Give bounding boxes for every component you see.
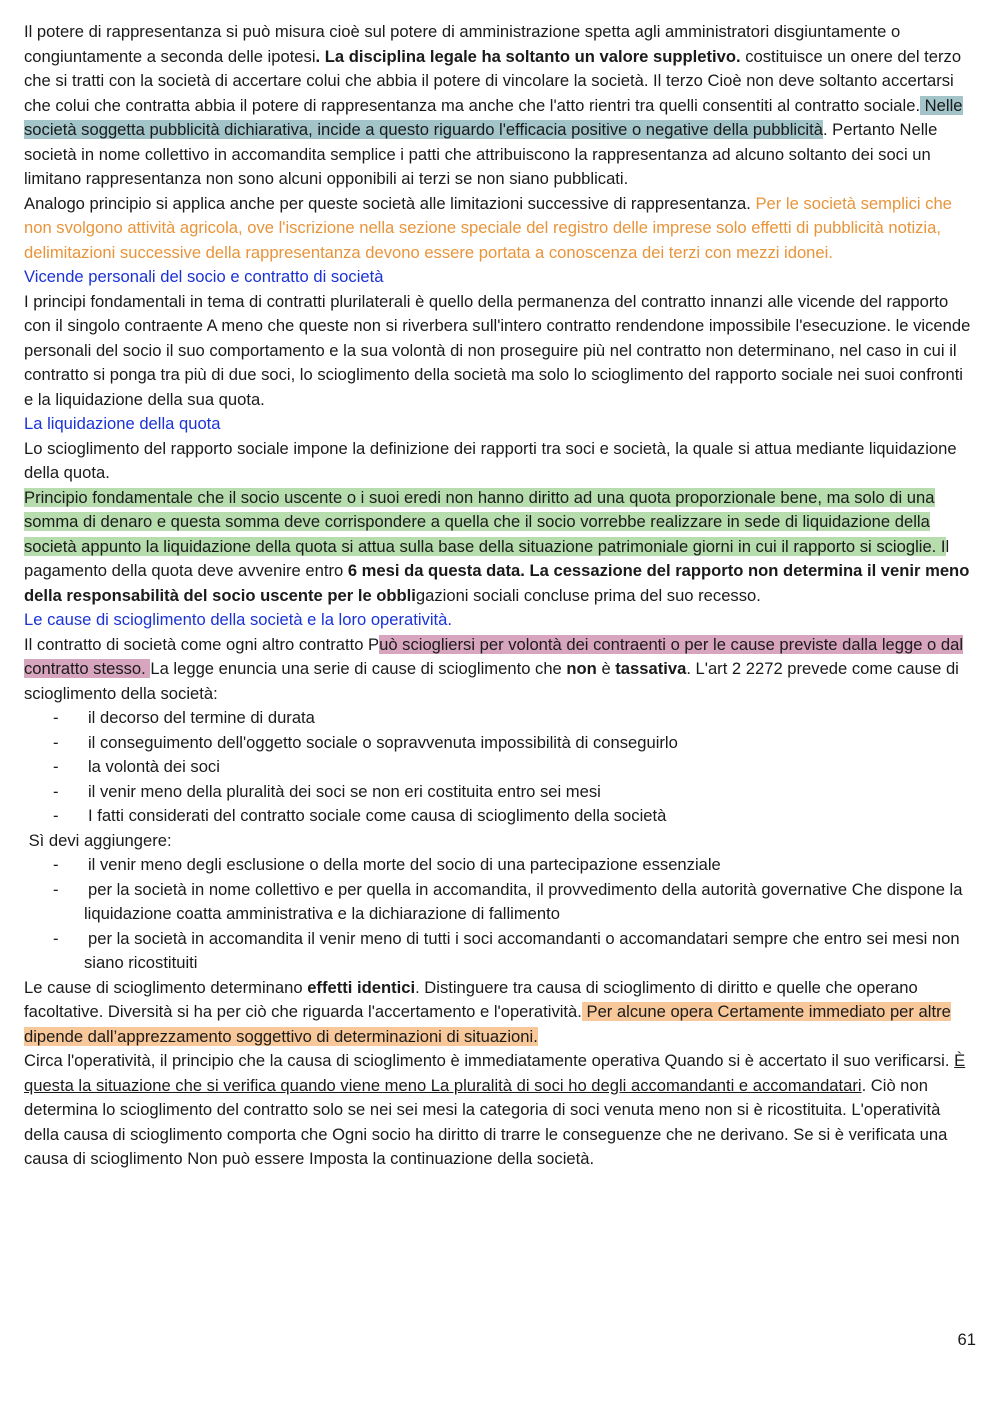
text-span: gazioni sociali concluse prima del suo recesso. (415, 585, 761, 605)
text-span: Il contratto di società come ogni altro contratto P (24, 634, 380, 654)
paragraph-rappresentanza (24, 20, 976, 192)
paragraph-operativita (24, 1049, 976, 1172)
dash-bullet: - (53, 757, 59, 776)
section-heading-liquidazione: La liquidazione della quota (24, 414, 221, 433)
list-item (24, 927, 976, 976)
paragraph-effetti-identici (24, 976, 976, 1050)
list-item (24, 853, 976, 878)
list-item (24, 780, 976, 805)
text-span: Il potere di rappresentanza si può misura cioè sul potere di amministrazione spetta agli amministratori disgiuntamente o congiuntamente a seconda delle ipotesi (24, 22, 901, 66)
highlight-peach: Per alcune opera Certamente immediato per altre dipende dall’apprezzamento soggettivo di determinazioni di situazioni. (24, 1002, 951, 1046)
list-item-text: il conseguimento dell'oggetto sociale o sopravvenuta impossibilità di conseguirlo (88, 732, 678, 752)
text-span: è (596, 659, 616, 678)
page-number: 61 (957, 1330, 976, 1349)
text-span: . Pertanto Nelle società in nome collettivo in accomandita semplice i patti che attribuiscono la rappresentanza ad alcuno soltanto dei soci un limitano rappresentanza non sono alcuni opponibili ai terzi se non siano pubblicati. (24, 120, 938, 188)
text-span: Analogo principio si applica anche per queste società alle limitazioni successive di rappresentanza. (24, 193, 756, 213)
text-span: Le cause di scioglimento determinano (24, 977, 308, 997)
paragraph-analogo-principio (24, 192, 976, 266)
text-span: l pagamento della quota deve avvenire entro (24, 536, 950, 580)
text-span: . L'art 2 2272 prevede come cause di scioglimento della società: (24, 659, 959, 703)
bold-text: 6 mesi da questa data. La cessazione del rapporto non determina il venir meno della responsabilità del socio uscente per le obbli (24, 561, 970, 605)
list-item-text: per la società in nome collettivo e per quella in accomandita, il provvedimento della autorità governative Che dispone la liquidazione coatta amministrativa e la dichiarazione di fallimento (84, 879, 963, 923)
dash-bullet: - (53, 732, 59, 752)
text-span: Circa l'operatività, il principio che la causa di scioglimento è immediatamente operativa Quando si è accertato il suo verificarsi. (24, 1051, 955, 1070)
paragraph-principio-fondamentale (24, 486, 976, 609)
paragraph-scioglimento-rapporto: Lo scioglimento del rapporto sociale impone la definizione dei rapporti tra soci e società, la quale si attua mediante liquidazione della quota. (24, 438, 957, 482)
underlined-text: È questa la situazione che si verifica quando viene meno La pluralità di soci ho degli accomandanti e accomandatari (24, 1051, 966, 1095)
list-item-text: la volontà dei soci (88, 757, 220, 776)
additional-cause-list (24, 853, 976, 976)
text-span: costituisce un onere del terzo che si tratti con la società di accertare colui che abbia il potere di vincolare la società. Il terzo Cioè non deve soltanto accertarsi che colui che contratta abbia il potere di rappresentanza ma anche che l'atto rientri tra quelli consentiti al contratto sociale. (24, 46, 962, 115)
section-heading-vicende: Vicende personali del socio e contratto di società (24, 267, 384, 286)
list-item (24, 706, 976, 731)
dash-bullet: - (53, 855, 59, 874)
bold-text: non (566, 659, 597, 678)
section-heading-cause-scioglimento: Le cause di scioglimento della società e la loro operatività. (24, 610, 452, 629)
paragraph-si-devi-aggiungere: Sì devi aggiungere: (24, 830, 172, 850)
paragraph-principi-fondamentali: I principi fondamentali in tema di contratti plurilaterali è quello della permanenza del contratto innanzi alle vicende del rapporto con il singolo contraente A meno che queste non si riverbera sull'intero contratto rendendone impossibile l'esecuzione. le vicende personali del socio il suo comportamento e la sua volontà di non proseguire più nel contratto non determinano, nel caso in cui il contratto si ponga tra più di due soci, lo scioglimento della società ma solo lo scioglimento del rapporto sociale nei suoi confronti e la liquidazione della sua quota. (24, 291, 971, 409)
dash-bullet: - (53, 879, 59, 899)
list-item (24, 878, 976, 927)
list-item-text: I fatti considerati del contratto sociale come causa di scioglimento della società (88, 806, 667, 825)
document-page (24, 20, 976, 1172)
highlight-pink: uò sciogliersi per volontà dei contraenti o per le cause previste dalla legge o dal contratto stesso. (24, 634, 964, 678)
list-item-text: per la società in accomandita il venir meno di tutti i soci accomandanti o accomandatari sempre che entro sei mesi non siano ricostituiti (84, 928, 960, 972)
highlight-green: Principio fondamentale che il socio uscente o i suoi eredi non hanno diritto ad una quota proporzionale bene, ma solo di una somma di denaro e questa somma deve corrispondere a quella che il socio vorrebbe realizzare in sede di liquidazione della società appunto la liquidazione della quota si attua sulla base della situazione patrimoniale giorni in cui il rapporto si scioglie. I (24, 487, 946, 556)
bold-text: tassativa (615, 659, 687, 678)
list-item-text: il venir meno degli esclusione o della morte del socio di una partecipazione essenziale (88, 855, 721, 874)
paragraph-contratto-societa (24, 633, 976, 707)
dash-bullet: - (53, 708, 59, 727)
text-span: La legge enuncia una serie di cause di scioglimento che (150, 659, 567, 678)
list-item (24, 731, 976, 756)
list-item-text: il venir meno della pluralità dei soci se non eri costituita entro sei mesi (88, 781, 601, 801)
dash-bullet: - (53, 806, 59, 825)
bold-text: . La disciplina legale ha soltanto un valore suppletivo. (315, 46, 741, 66)
orange-text: Per le società semplici che non svolgono attività agricola, ove l'iscrizione nella sezione speciale del registro delle imprese solo effetti di pubblicità notizia, delimitazioni successive della rappresentanza devono essere portata a conoscenza dei terzi con mezzi idonei. (24, 193, 952, 262)
list-item (24, 804, 976, 829)
highlight-teal: Nelle società soggetta pubblicità dichiarativa, incide a questo riguardo l'efficacia positive o negative della pubblicità (24, 95, 963, 139)
dash-bullet: - (53, 928, 59, 948)
list-item (24, 755, 976, 780)
cause-list (24, 706, 976, 829)
text-span: . Ciò non determina lo scioglimento del contratto solo se nei sei mesi la categoria di soci venuta meno non si è ricostituita. L'operatività della causa di scioglimento comporta che Ogni socio ha diritto di trarre le conseguenze che ne derivano. Se si è verificata una causa di scioglimento Non può essere Imposta la continuazione della società. (24, 1075, 948, 1168)
list-item-text: il decorso del termine di durata (88, 708, 315, 727)
dash-bullet: - (53, 781, 59, 801)
bold-text: effetti identici (307, 977, 416, 997)
text-span: . Distinguere tra causa di scioglimento di diritto e quelle che operano facoltative. Diversità si ha per ciò che riguarda l'accertamento e l'operatività. (24, 977, 918, 1021)
